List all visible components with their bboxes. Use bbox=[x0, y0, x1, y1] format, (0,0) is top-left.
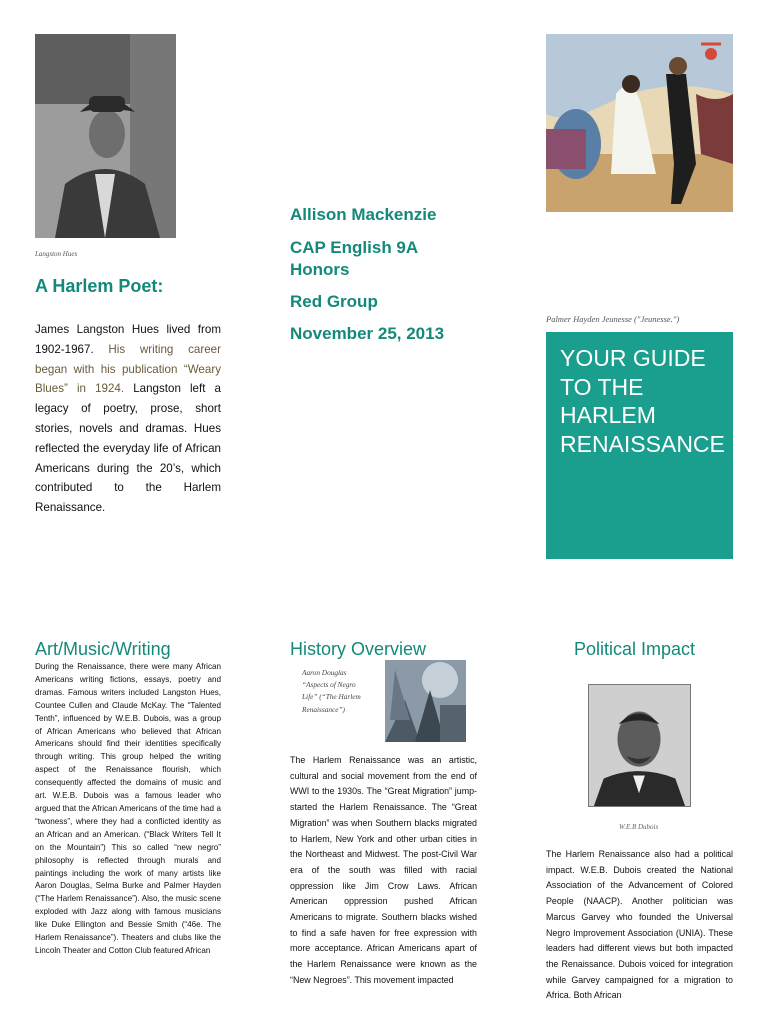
aspects-caption: Aaron Douglas “Aspects of Negro Life” (“The Harlem Renaissance”) bbox=[302, 668, 361, 714]
date: November 25, 2013 bbox=[290, 324, 445, 343]
poet-text-a: James Langston Hues lived from 1902-1967. bbox=[35, 323, 221, 356]
poet-paragraph bbox=[35, 320, 221, 518]
photo-caption: Langston Hues bbox=[35, 250, 78, 258]
political-impact-body: The Harlem Renaissance also had a political impact. W.E.B. Dubois created the National Association of the Advancement of Colored People (NAACP). Another politician was Marcus Garvey who founded the Universal Negro Improvement Association (UNIA). These leaders had different views but both impacted the Renaissance. Dubois voiced for integration while Garvey campaigned for a migration to Africa. Both African bbox=[546, 849, 733, 1001]
jeunesse-painting bbox=[546, 34, 733, 212]
group-name: Red Group bbox=[290, 292, 378, 311]
section-heading-harlem-poet: A Harlem Poet: bbox=[35, 276, 164, 296]
poet-text-b: His writing career began with his publication “Weary Blues” in 1924. bbox=[35, 342, 221, 396]
aspects-of-negro-life-painting bbox=[385, 660, 466, 742]
cover-title-box bbox=[546, 332, 733, 559]
section-heading-art-music-writing: Art/Music/Writing bbox=[35, 639, 171, 659]
langston-hughes-photo bbox=[35, 34, 176, 238]
section-heading-political-impact: Political Impact bbox=[574, 639, 696, 659]
history-overview-body: The Harlem Renaissance was an artistic, cultural and social movement from the end of WWI to the 1930s. The “Great Migration” jump-started the Harlem Renaissance. The “Great Migration” was when Southern blacks migrated to Harlem, New York and other urban cities in the Northeast and Midwest. The post-Civil War era of the south was filled with racial oppression like Jim Crow Laws. African American oppression pushed African Americans to migrate. Southern blacks wished to find a safe haven for free expression with more acceptance. African Americans apart of the Harlem Renaissance were known as the “New Negroes”. This movement impacted bbox=[290, 755, 477, 985]
author-name: Allison Mackenzie bbox=[290, 205, 437, 224]
section-heading-history-overview: History Overview bbox=[290, 639, 427, 659]
course-name: CAP English 9A Honors bbox=[290, 238, 418, 279]
dubois-caption: W.E.B Dubois bbox=[619, 823, 659, 831]
cover-title: YOUR GUIDE TO THE HARLEM RENAISSANCE bbox=[560, 345, 725, 457]
art-music-writing-body: During the Renaissance, there were many African Americans writing fictions, essays, poetry and dramas. Famous writers included Langston Hues, Countee Cullen and Claude McKay. The “Talented Tenth”, influenced by W.E.B. Dubois, was a group of African Americans who believed that African Americans should find their identities specifically through writing. This group helped the writing aspect of the Renaissance flourish, which consequently affected the domains of music and art. W.E.B. Dubois was a famous leader who argued that the African Americans of the time had a “twoness”, where they had a conflicted identity as an African and an American. (“Black Writers Tell It on the Mountain”) This so called “new negro” philosophy is reflected through murals and paintings including the work of many artists like Aaron Douglas, Selma Burke and Palmer Hayden (“The Harlem Renaissance”). Also, the music scene exploded with Jazz along with famous musicians like Duke Ellington and Bessie Smith (“46e. The Harlem Renaissance”). Theaters and clubs like the Lincoln Theater and Cotton Club featured African bbox=[35, 662, 221, 955]
painting-caption: Palmer Hayden Jeunesse ("Jeunesse.") bbox=[546, 314, 680, 324]
web-dubois-photo bbox=[588, 684, 691, 807]
poet-text-c: Langston left a legacy of poetry, prose, short stories, novels and dramas. Hues reflected the everyday life of African Americans during the 20’s, which contributed to the Harlem Renaissance. bbox=[35, 382, 221, 515]
